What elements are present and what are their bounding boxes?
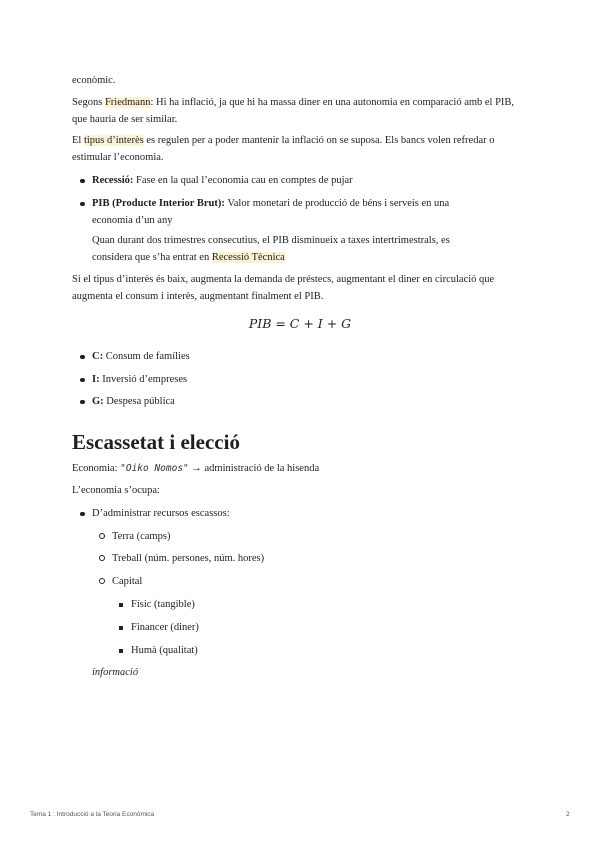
bullet-icon bbox=[80, 505, 85, 522]
interest-rates-link[interactable]: tipus d’interès bbox=[83, 135, 144, 146]
paragraph-economy-handles: L’economia s’ocupa: bbox=[72, 485, 160, 496]
bullet-icon bbox=[80, 172, 85, 189]
term: C: bbox=[92, 351, 104, 362]
definition: Despesa pública bbox=[103, 396, 175, 407]
paragraph-interest-rates bbox=[72, 132, 522, 166]
list-item-labor: Treball (núm. persones, núm. hores) bbox=[112, 553, 265, 564]
list-item-pib bbox=[92, 195, 472, 229]
circle-bullet-icon bbox=[99, 550, 105, 567]
list-item-physical: Físic (tangible) bbox=[131, 599, 195, 610]
paragraph-friedmann bbox=[72, 94, 522, 128]
footer-title: Tema 1 : Introducció a la Teoria Econòmica bbox=[30, 811, 155, 818]
circle-bullet-icon bbox=[99, 573, 105, 590]
term: Recessió: bbox=[92, 175, 134, 186]
text: El bbox=[72, 135, 84, 146]
list-item-land: Terra (camps) bbox=[112, 531, 171, 542]
circle-bullet-icon bbox=[99, 528, 105, 545]
section-heading: Escassetat i elecció bbox=[72, 430, 240, 454]
definition: Valor monetari de producció de béns i serveis en una economia d’un any bbox=[92, 198, 450, 226]
square-bullet-icon bbox=[119, 596, 123, 613]
term: I: bbox=[92, 374, 100, 385]
bullet-icon bbox=[80, 195, 85, 212]
text: : Hi ha inflació, ja que hi ha massa diner en una autonomia en comparació amb el PIB, que hauria de ser similar. bbox=[72, 97, 515, 125]
text: → administració de la hisenda bbox=[188, 463, 320, 474]
technical-recession-link[interactable]: Recessió Tècnica bbox=[211, 252, 285, 263]
list-item-recession bbox=[92, 172, 512, 189]
term: PIB (Producte Interior Brut): bbox=[92, 198, 225, 209]
list-item-i bbox=[92, 371, 512, 388]
inline-code: "Oiko Nomos" bbox=[120, 463, 189, 474]
paragraph-interest-effect: Si el tipus d’interès és baix, augmenta la demanda de préstecs, augmentant el diner en circulació que augmenta el consum i interès, augmentant finalment el PIB. bbox=[72, 274, 495, 302]
definition: Inversió d’empreses bbox=[99, 374, 188, 385]
list-item-c bbox=[92, 348, 512, 365]
pib-equation: PIB = C + I + G bbox=[248, 316, 352, 331]
list-item-g bbox=[92, 393, 512, 410]
friedmann-link[interactable]: Friedmann bbox=[104, 97, 151, 108]
paragraph-economic: econòmic. bbox=[72, 75, 116, 86]
text: Quan durant dos trimestres consecutius, el PIB disminueix a taxes intertrimestrals, es considera que s’ha entrat en bbox=[92, 235, 450, 263]
bullet-icon bbox=[80, 393, 85, 410]
list-item-scarce-resources: D’administrar recursos escassos: bbox=[92, 508, 230, 519]
page-number: 2 bbox=[566, 811, 570, 818]
pib-recession-note bbox=[92, 232, 472, 266]
list-item-capital: Capital bbox=[112, 576, 143, 587]
bullet-icon bbox=[80, 348, 85, 365]
bullet-icon bbox=[80, 371, 85, 388]
definition: Consum de famílies bbox=[103, 351, 190, 362]
list-item-financial: Financer (diner) bbox=[131, 622, 199, 633]
square-bullet-icon bbox=[119, 619, 123, 636]
definition: Fase en la qual l’economia cau en comptes de pujar bbox=[133, 175, 353, 186]
term: G: bbox=[92, 396, 104, 407]
text: Segons bbox=[72, 97, 105, 108]
text: es regulen per a poder mantenir la inflació on se suposa. Els bancs volen refredar o estimular l’economia. bbox=[72, 135, 495, 163]
list-item-human: Humà (qualitat) bbox=[131, 645, 198, 656]
text: Economia: bbox=[72, 463, 121, 474]
paragraph-oiko-nomos bbox=[72, 460, 522, 477]
square-bullet-icon bbox=[119, 642, 123, 659]
information-note: informació bbox=[92, 667, 139, 678]
